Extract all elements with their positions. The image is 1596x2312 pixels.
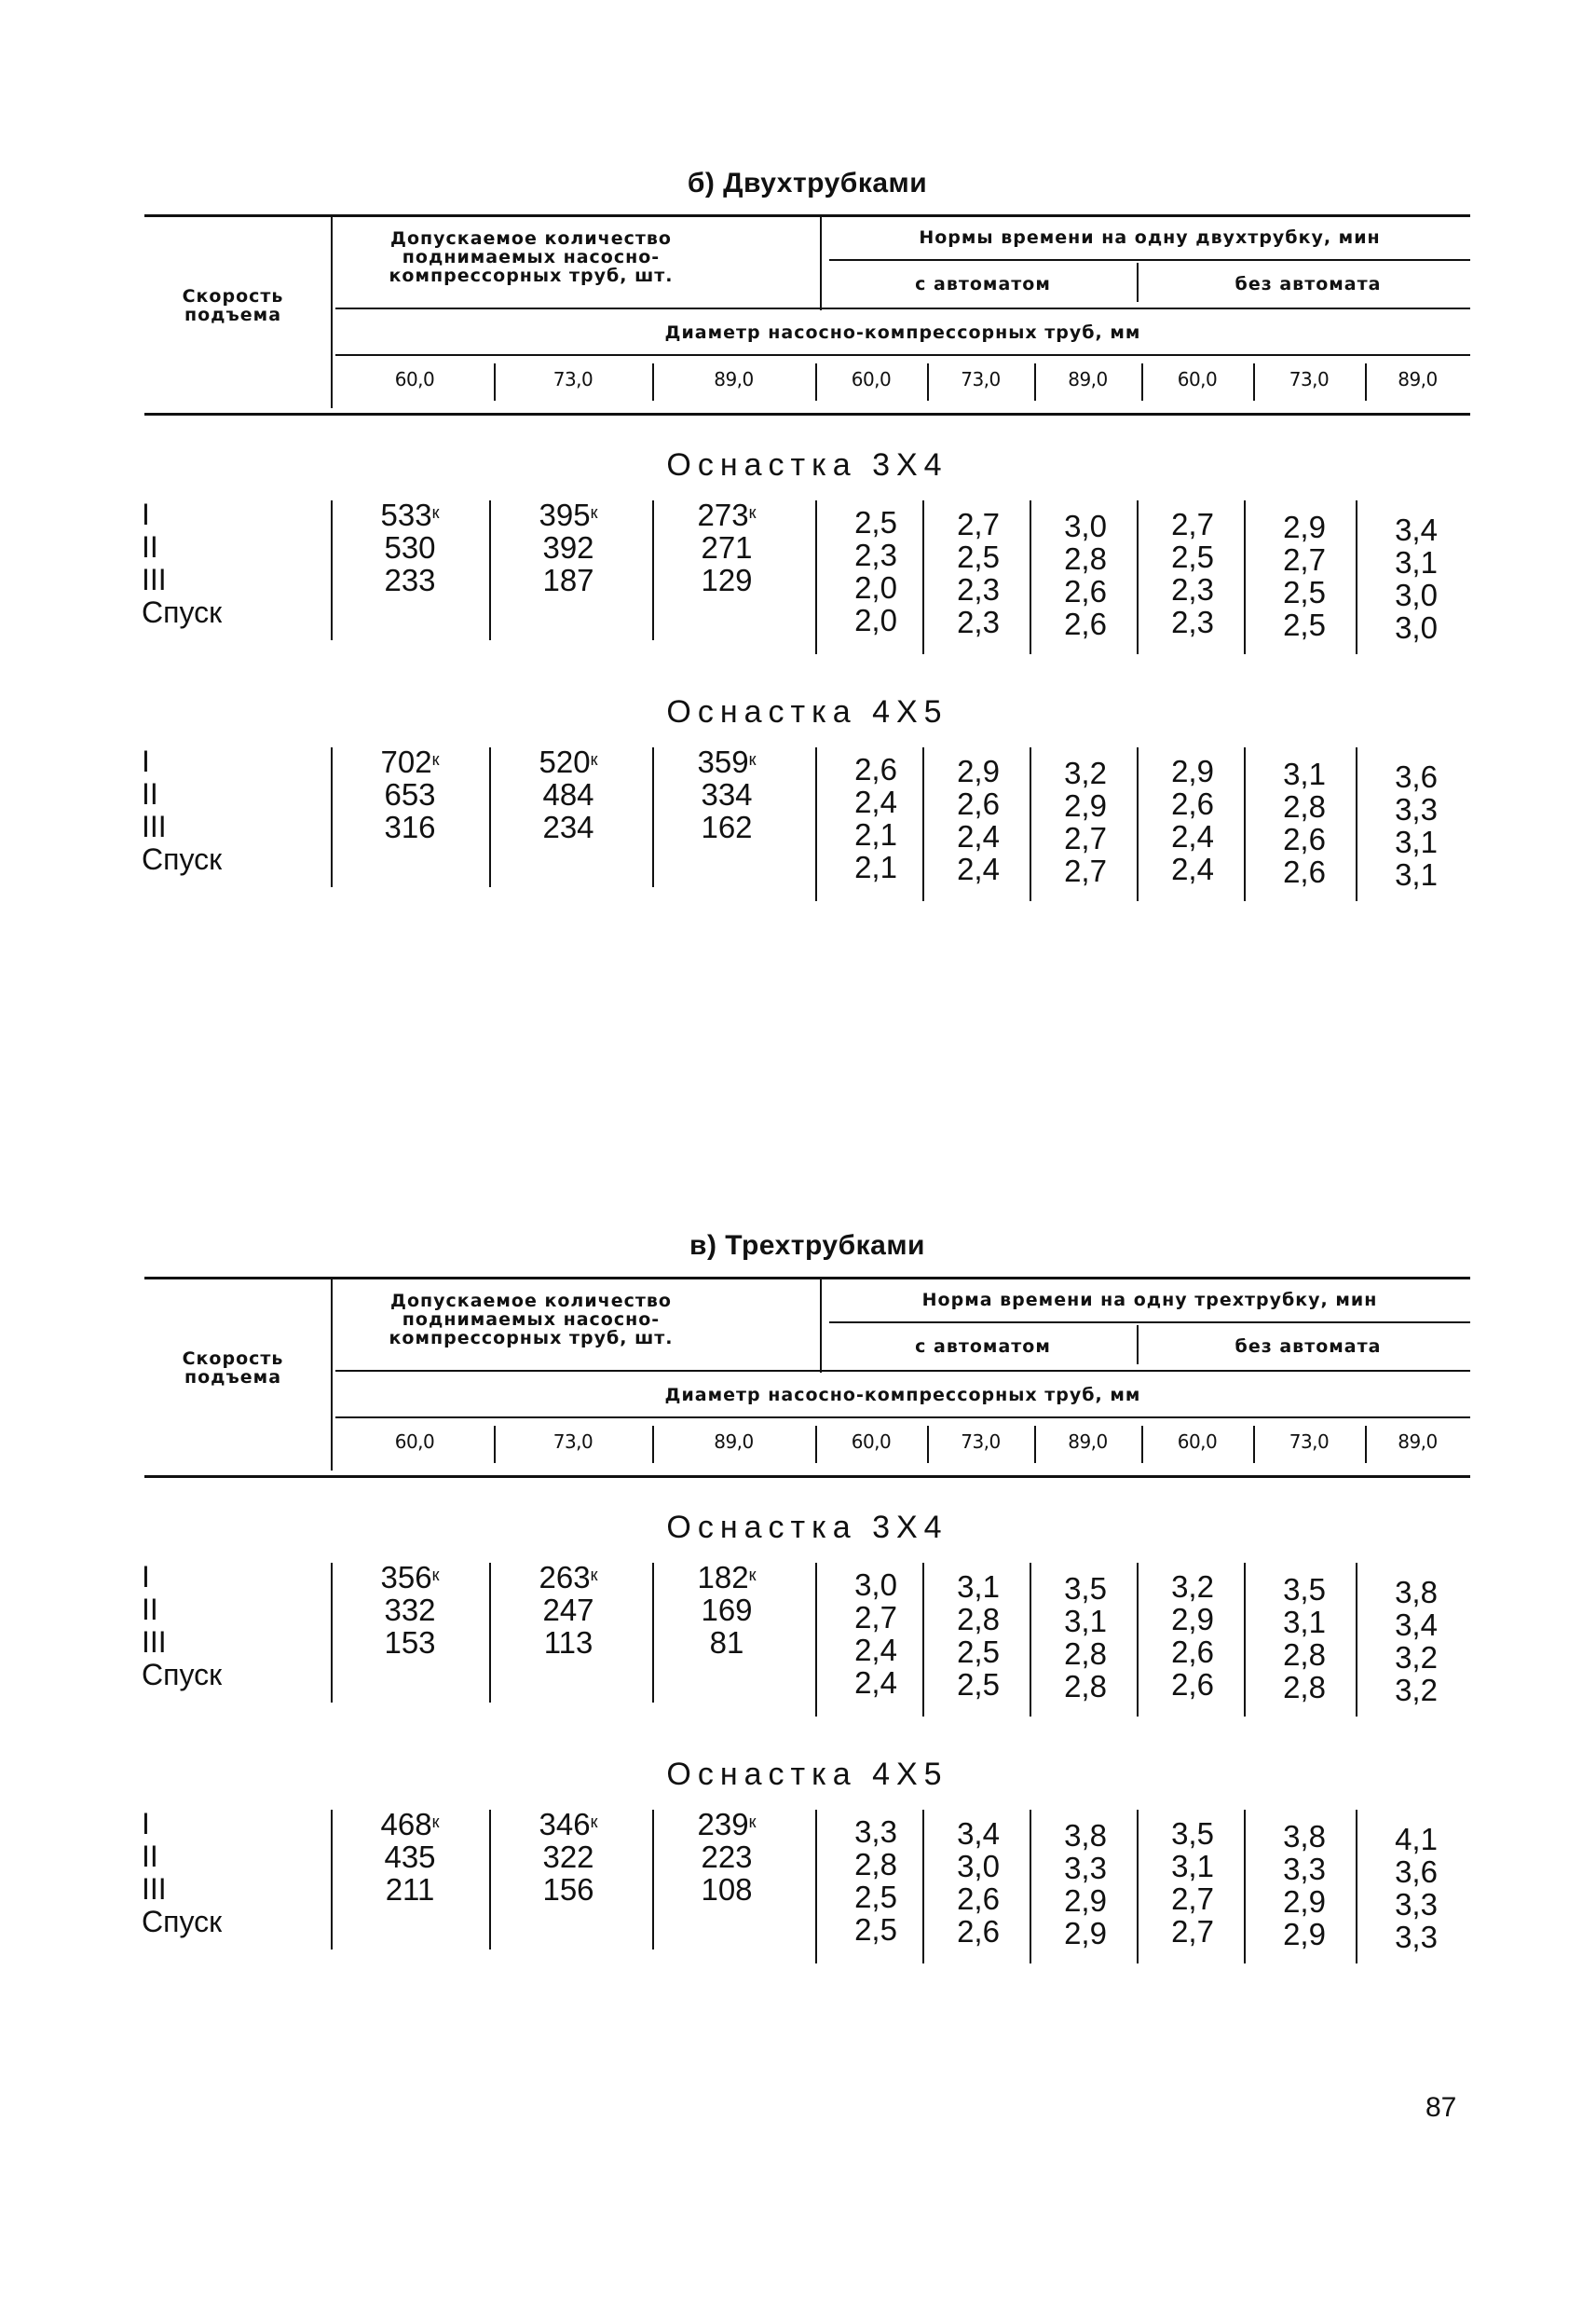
- norm-noauto-cell: 2,6: [1171, 787, 1214, 821]
- diameter-cell: 89,0: [714, 1430, 754, 1453]
- qty-cell: [512, 746, 624, 778]
- norm-noauto-cell: 2,6: [1171, 1635, 1214, 1669]
- norm-auto-cell: 3,0: [854, 1567, 897, 1602]
- norm-noauto-cell: 2,7: [1171, 1914, 1214, 1949]
- diameter-divider: [927, 1426, 929, 1463]
- column-divider: [1137, 500, 1139, 654]
- norm-auto-cell: 2,4: [854, 1665, 897, 1700]
- norm-auto-cell: 2,5: [854, 1880, 897, 1914]
- section-title: Оснастка 3X4: [666, 1510, 948, 1545]
- diameter-divider: [1034, 1426, 1036, 1463]
- column-divider: [1244, 500, 1246, 654]
- norm-auto-cell: 3,1: [1064, 1604, 1107, 1638]
- norm-noauto-cell: 3,1: [1283, 1605, 1326, 1639]
- qty-value: 468: [380, 1807, 432, 1841]
- qty-mark: к: [431, 1566, 440, 1584]
- column-divider: [815, 747, 817, 901]
- norm-noauto-cell: 2,6: [1283, 822, 1326, 856]
- norm-auto-cell: 2,8: [1064, 1669, 1107, 1703]
- row-label: II: [142, 777, 158, 811]
- column-divider: [1137, 747, 1139, 901]
- column-divider: [331, 1563, 333, 1703]
- row-label: I: [142, 745, 150, 778]
- norm-auto-cell: 2,3: [854, 538, 897, 572]
- row-label: I: [142, 498, 150, 531]
- column-divider: [1030, 1563, 1031, 1717]
- qty-mark: к: [590, 1566, 598, 1584]
- norm-auto-cell: 2,4: [854, 1633, 897, 1667]
- qty-cell: 153: [384, 1625, 436, 1660]
- qty-value: 533: [380, 498, 432, 532]
- page-number: 87: [1425, 2092, 1457, 2123]
- column-divider: [1030, 747, 1031, 901]
- diameter-cell: 60,0: [1177, 368, 1218, 390]
- diameter-cell: 89,0: [714, 368, 754, 390]
- header-qty-label: Допускаемое количество поднимаемых насосно-компрессорных труб, шт.: [389, 228, 674, 286]
- header-rule: [829, 1321, 1470, 1323]
- header-divider: [331, 1279, 333, 1471]
- norm-auto-cell: 3,0: [957, 1849, 1000, 1883]
- norm-auto-cell: 3,8: [1064, 1818, 1107, 1853]
- norm-auto-cell: 3,0: [1064, 509, 1107, 543]
- norm-noauto-cell: 4,1: [1395, 1822, 1438, 1856]
- section-title: Оснастка 3X4: [666, 447, 948, 483]
- qty-cell: 156: [542, 1872, 594, 1907]
- qty-cell: 271: [701, 530, 753, 565]
- column-divider: [489, 500, 491, 640]
- norm-auto-cell: 2,3: [957, 605, 1000, 639]
- column-divider: [922, 747, 924, 901]
- norm-noauto-cell: 3,1: [1395, 545, 1438, 580]
- column-divider: [1244, 747, 1246, 901]
- norm-noauto-cell: 3,3: [1283, 1852, 1326, 1886]
- column-divider: [652, 747, 654, 887]
- column-divider: [922, 500, 924, 654]
- diameter-cell: 89,0: [1068, 368, 1108, 390]
- column-divider: [489, 1810, 491, 1949]
- row-label: III: [142, 563, 167, 596]
- header-divider: [820, 217, 822, 310]
- norm-auto-cell: 2,5: [957, 540, 1000, 574]
- norm-noauto-cell: 3,0: [1395, 578, 1438, 612]
- norm-auto-cell: 2,8: [957, 1602, 1000, 1636]
- norm-auto-cell: 2,6: [1064, 607, 1107, 641]
- norm-noauto-cell: 2,9: [1283, 510, 1326, 544]
- norm-auto-cell: 2,7: [1064, 821, 1107, 855]
- norm-auto-cell: 2,5: [854, 1912, 897, 1947]
- norm-auto-cell: 2,5: [957, 1667, 1000, 1702]
- section-title: Оснастка 4X5: [666, 694, 948, 730]
- diameter-cell: 73,0: [1289, 368, 1330, 390]
- qty-value: 702: [380, 745, 432, 779]
- qty-cell: [512, 1561, 624, 1594]
- norm-auto-cell: 2,1: [854, 817, 897, 852]
- qty-mark: к: [431, 1813, 440, 1831]
- qty-value: 520: [539, 745, 591, 779]
- diameter-cell: 73,0: [961, 1430, 1001, 1453]
- column-divider: [652, 500, 654, 640]
- norm-noauto-cell: 3,2: [1171, 1569, 1214, 1604]
- norm-auto-cell: 2,6: [1064, 574, 1107, 609]
- norm-auto-cell: 3,4: [957, 1816, 1000, 1851]
- norm-noauto-cell: 3,3: [1395, 1887, 1438, 1922]
- norm-noauto-cell: 3,2: [1395, 1640, 1438, 1675]
- norm-auto-cell: 2,7: [957, 507, 1000, 541]
- column-divider: [331, 1810, 333, 1949]
- column-divider: [1030, 1810, 1031, 1963]
- diameter-cell: 73,0: [1289, 1430, 1330, 1453]
- norm-auto-cell: 2,9: [1064, 788, 1107, 823]
- column-divider: [922, 1563, 924, 1717]
- norm-noauto-cell: 3,5: [1283, 1572, 1326, 1607]
- norm-auto-cell: 2,6: [957, 787, 1000, 821]
- norm-noauto-cell: 2,7: [1171, 1881, 1214, 1916]
- header-with-auto: с автоматом: [915, 1336, 1051, 1357]
- norm-auto-cell: 2,7: [854, 1600, 897, 1635]
- diameter-cell: 60,0: [851, 368, 892, 390]
- column-divider: [815, 1810, 817, 1963]
- norm-auto-cell: 2,0: [854, 603, 897, 637]
- section-title: Оснастка 4X5: [666, 1757, 948, 1792]
- qty-cell: 234: [542, 810, 594, 844]
- norm-auto-cell: 2,5: [854, 505, 897, 540]
- table-block: [144, 168, 1470, 1100]
- norm-auto-cell: 2,7: [1064, 854, 1107, 888]
- qty-cell: [354, 1561, 466, 1594]
- column-divider: [1030, 500, 1031, 654]
- qty-cell: 113: [543, 1625, 593, 1660]
- header-norms-label: Нормы времени на одну двухтрубку, мин: [919, 227, 1381, 248]
- norm-noauto-cell: 3,5: [1171, 1816, 1214, 1851]
- norm-noauto-cell: 2,5: [1283, 575, 1326, 609]
- table-title: б) Двухтрубками: [687, 168, 928, 198]
- qty-cell: [671, 1561, 783, 1594]
- diameter-cell: 89,0: [1398, 368, 1438, 390]
- norm-noauto-cell: 2,8: [1283, 1637, 1326, 1672]
- column-divider: [1137, 1563, 1139, 1717]
- column-divider: [652, 1810, 654, 1949]
- norm-auto-cell: 2,1: [854, 850, 897, 884]
- norm-noauto-cell: 3,3: [1395, 792, 1438, 827]
- diameter-cell: 89,0: [1398, 1430, 1438, 1453]
- qty-value: 239: [697, 1807, 749, 1841]
- qty-mark: к: [748, 750, 757, 769]
- qty-cell: 169: [701, 1593, 753, 1627]
- qty-mark: к: [590, 1813, 598, 1831]
- norm-auto-cell: 2,8: [1064, 1636, 1107, 1671]
- norm-noauto-cell: 2,6: [1171, 1667, 1214, 1702]
- diameter-divider: [1141, 363, 1143, 401]
- diameter-cell: 89,0: [1068, 1430, 1108, 1453]
- row-label: Спуск: [142, 1658, 223, 1691]
- qty-cell: 322: [542, 1840, 594, 1874]
- column-divider: [1244, 1563, 1246, 1717]
- column-divider: [489, 747, 491, 887]
- norm-noauto-cell: 3,1: [1171, 1849, 1214, 1883]
- norm-noauto-cell: 3,8: [1283, 1819, 1326, 1854]
- diameter-divider: [1253, 1426, 1255, 1463]
- qty-cell: 484: [542, 777, 594, 812]
- qty-cell: 392: [542, 530, 594, 565]
- qty-cell: 332: [384, 1593, 436, 1627]
- diameter-divider: [494, 1426, 496, 1463]
- norm-auto-cell: 3,1: [957, 1569, 1000, 1604]
- qty-value: 356: [380, 1560, 432, 1594]
- norm-auto-cell: 3,3: [854, 1814, 897, 1849]
- norm-noauto-cell: 2,6: [1283, 855, 1326, 889]
- diameter-cell: 60,0: [394, 1430, 435, 1453]
- row-label: Спуск: [142, 1905, 223, 1938]
- qty-cell: [671, 746, 783, 778]
- norm-auto-cell: 2,6: [854, 752, 897, 787]
- qty-mark: к: [590, 503, 598, 522]
- column-divider: [922, 1810, 924, 1963]
- qty-cell: 162: [701, 810, 753, 844]
- diameter-cell: 73,0: [961, 368, 1001, 390]
- norm-auto-cell: 2,8: [1064, 541, 1107, 576]
- norm-noauto-cell: 3,4: [1395, 513, 1438, 547]
- qty-cell: 653: [384, 777, 436, 812]
- row-label: Спуск: [142, 595, 223, 629]
- qty-cell: [671, 499, 783, 531]
- diameter-cell: 60,0: [1177, 1430, 1218, 1453]
- column-divider: [1244, 1810, 1246, 1963]
- norm-auto-cell: 2,9: [1064, 1883, 1107, 1918]
- header-diameter-label: Диаметр насосно-компрессорных труб, мм: [664, 322, 1141, 343]
- qty-value: 346: [539, 1807, 591, 1841]
- row-label: I: [142, 1807, 150, 1840]
- qty-cell: 108: [701, 1872, 753, 1907]
- norm-auto-cell: 2,8: [854, 1847, 897, 1881]
- qty-cell: [512, 1808, 624, 1840]
- row-label: II: [142, 530, 158, 564]
- norm-auto-cell: 2,4: [957, 819, 1000, 854]
- qty-mark: к: [431, 503, 440, 522]
- header-divider: [820, 1279, 822, 1373]
- norm-noauto-cell: 3,4: [1395, 1607, 1438, 1642]
- diameter-divider: [1034, 363, 1036, 401]
- column-divider: [331, 747, 333, 887]
- qty-cell: [354, 746, 466, 778]
- norm-noauto-cell: 3,8: [1395, 1575, 1438, 1609]
- header-speed-label: Скорость подъема: [182, 1348, 284, 1388]
- header-rule: [335, 354, 1470, 356]
- diameter-divider: [1253, 363, 1255, 401]
- table-title: в) Трехтрубками: [689, 1230, 925, 1261]
- diameter-divider: [1141, 1426, 1143, 1463]
- column-divider: [1356, 1810, 1357, 1963]
- norm-noauto-cell: 2,3: [1171, 605, 1214, 639]
- qty-mark: к: [748, 1813, 757, 1831]
- qty-mark: к: [748, 503, 757, 522]
- qty-mark: к: [748, 1566, 757, 1584]
- norm-auto-cell: 3,2: [1064, 756, 1107, 790]
- qty-value: 359: [697, 745, 749, 779]
- row-label: Спуск: [142, 842, 223, 876]
- norm-noauto-cell: 2,5: [1171, 540, 1214, 574]
- norm-noauto-cell: 3,6: [1395, 759, 1438, 794]
- column-divider: [1356, 747, 1357, 901]
- header-with-auto: с автоматом: [915, 274, 1051, 294]
- header-speed-label: Скорость подъема: [182, 286, 284, 325]
- qty-mark: к: [431, 750, 440, 769]
- column-divider: [1356, 500, 1357, 654]
- qty-value: 395: [539, 498, 591, 532]
- diameter-divider: [1365, 363, 1367, 401]
- header-divider: [1137, 263, 1139, 302]
- norm-noauto-cell: 3,2: [1395, 1673, 1438, 1707]
- qty-value: 273: [697, 498, 749, 532]
- norm-noauto-cell: 2,5: [1283, 608, 1326, 642]
- norm-noauto-cell: 2,8: [1283, 1670, 1326, 1704]
- column-divider: [331, 500, 333, 640]
- norm-auto-cell: 2,0: [854, 570, 897, 605]
- column-divider: [652, 1563, 654, 1703]
- column-divider: [1356, 1563, 1357, 1717]
- qty-cell: 211: [385, 1872, 435, 1907]
- diameter-cell: 73,0: [552, 368, 593, 390]
- qty-value: 182: [697, 1560, 749, 1594]
- row-label: III: [142, 1625, 167, 1659]
- diameter-divider: [815, 363, 817, 401]
- qty-cell: 247: [542, 1593, 594, 1627]
- diameter-cell: 60,0: [851, 1430, 892, 1453]
- norm-noauto-cell: 3,0: [1395, 610, 1438, 645]
- norm-auto-cell: 3,3: [1064, 1851, 1107, 1885]
- diameter-divider: [815, 1426, 817, 1463]
- header-divider: [1137, 1325, 1139, 1364]
- norm-noauto-cell: 2,7: [1171, 507, 1214, 541]
- header-diameter-label: Диаметр насосно-компрессорных труб, мм: [664, 1385, 1141, 1405]
- norm-auto-cell: 2,9: [957, 754, 1000, 788]
- norm-noauto-cell: 2,8: [1283, 789, 1326, 824]
- row-label: II: [142, 1840, 158, 1873]
- diameter-divider: [652, 363, 654, 401]
- header-without-auto: без автомата: [1235, 1336, 1382, 1357]
- qty-cell: 81: [709, 1625, 744, 1660]
- header-rule: [829, 259, 1470, 261]
- header-without-auto: без автомата: [1235, 274, 1382, 294]
- norm-noauto-cell: 3,1: [1283, 757, 1326, 791]
- norm-noauto-cell: 2,3: [1171, 572, 1214, 607]
- norm-noauto-cell: 2,9: [1171, 754, 1214, 788]
- column-divider: [489, 1563, 491, 1703]
- diameter-divider: [652, 1426, 654, 1463]
- row-label: III: [142, 1872, 167, 1906]
- row-label: I: [142, 1560, 150, 1594]
- norm-noauto-cell: 2,4: [1171, 852, 1214, 886]
- column-divider: [1137, 1810, 1139, 1963]
- qty-cell: 334: [701, 777, 753, 812]
- column-divider: [815, 1563, 817, 1717]
- norm-noauto-cell: 3,1: [1395, 825, 1438, 859]
- header-rule: [335, 308, 1470, 309]
- header-norms-label: Норма времени на одну трехтрубку, мин: [921, 1290, 1378, 1310]
- diameter-cell: 60,0: [394, 368, 435, 390]
- diameter-divider: [494, 363, 496, 401]
- norm-auto-cell: 2,5: [957, 1635, 1000, 1669]
- norm-noauto-cell: 2,7: [1283, 542, 1326, 577]
- header-rule: [335, 1416, 1470, 1418]
- norm-noauto-cell: 2,9: [1283, 1884, 1326, 1919]
- row-label: II: [142, 1593, 158, 1626]
- qty-cell: 316: [384, 810, 436, 844]
- qty-cell: [354, 499, 466, 531]
- norm-noauto-cell: 3,3: [1395, 1920, 1438, 1954]
- qty-cell: 187: [542, 563, 594, 597]
- norm-auto-cell: 2,9: [1064, 1916, 1107, 1950]
- qty-cell: 435: [384, 1840, 436, 1874]
- qty-mark: к: [590, 750, 598, 769]
- norm-auto-cell: 2,4: [957, 852, 1000, 886]
- norm-auto-cell: 2,6: [957, 1881, 1000, 1916]
- diameter-divider: [927, 363, 929, 401]
- qty-cell: [512, 499, 624, 531]
- norm-noauto-cell: 2,4: [1171, 819, 1214, 854]
- norm-noauto-cell: 3,6: [1395, 1854, 1438, 1889]
- row-label: III: [142, 810, 167, 843]
- qty-cell: [671, 1808, 783, 1840]
- norm-auto-cell: 3,5: [1064, 1571, 1107, 1606]
- column-divider: [815, 500, 817, 654]
- header-qty-label: Допускаемое количество поднимаемых насосно-компрессорных труб, шт.: [389, 1291, 674, 1348]
- qty-cell: 233: [384, 563, 436, 597]
- header-divider: [331, 217, 333, 408]
- diameter-divider: [1365, 1426, 1367, 1463]
- norm-auto-cell: 2,4: [854, 785, 897, 819]
- norm-auto-cell: 2,3: [957, 572, 1000, 607]
- norm-noauto-cell: 3,1: [1395, 857, 1438, 892]
- qty-value: 263: [539, 1560, 591, 1594]
- qty-cell: 223: [701, 1840, 753, 1874]
- diameter-cell: 73,0: [552, 1430, 593, 1453]
- norm-noauto-cell: 2,9: [1171, 1602, 1214, 1636]
- qty-cell: [354, 1808, 466, 1840]
- header-rule: [335, 1370, 1470, 1372]
- norm-noauto-cell: 2,9: [1283, 1917, 1326, 1951]
- qty-cell: 129: [701, 563, 753, 597]
- table-block: [144, 1230, 1470, 2162]
- qty-cell: 530: [384, 530, 436, 565]
- norm-auto-cell: 2,6: [957, 1914, 1000, 1949]
